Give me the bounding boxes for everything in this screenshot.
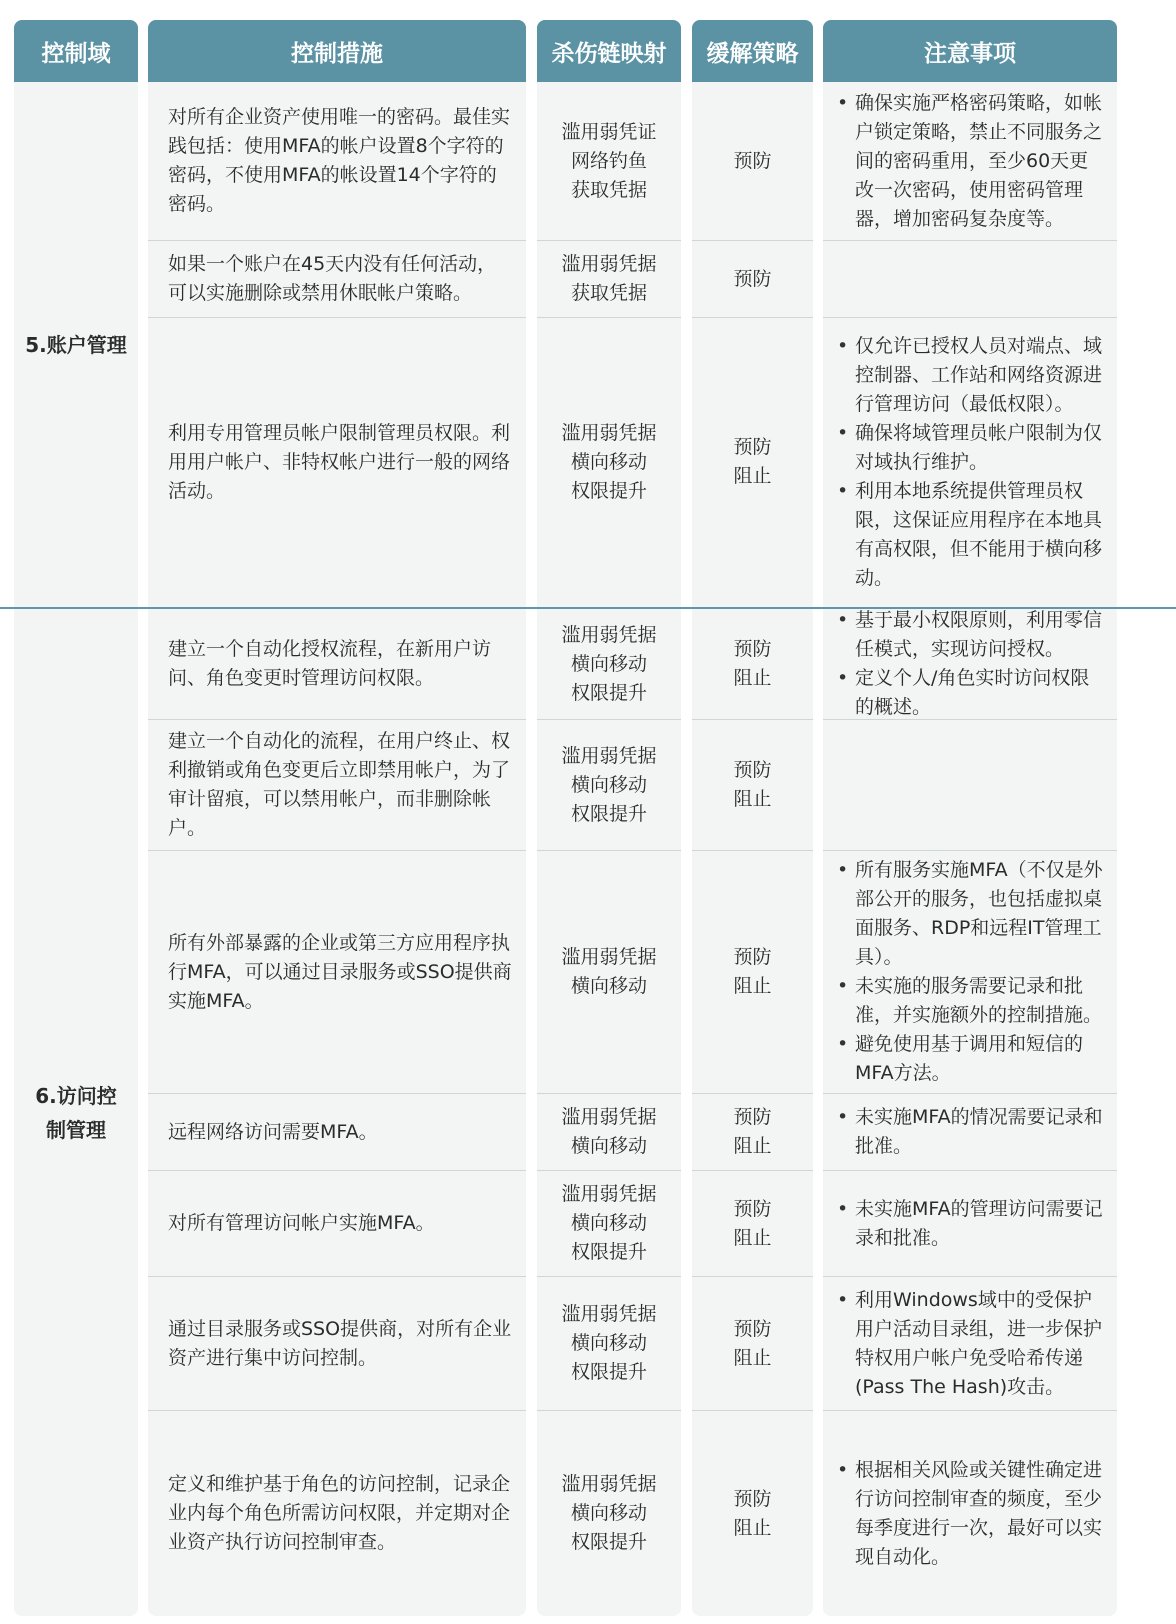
mitigation-cell: 预防 阻止 (733, 1197, 772, 1249)
notes-list (833, 856, 1107, 1088)
mitigation-cell: 预防 阻止 (733, 436, 772, 487)
mitigation-cell: 预防 阻止 (733, 946, 772, 997)
killchain-cell: 滥用弱凭据 横向移动 权限提升 (561, 1183, 657, 1263)
notes-cell (823, 609, 1117, 719)
note-item: • 定义个人/角色实时访问权限的概述。 (833, 664, 1107, 722)
killchain-cell: 滥用弱凭据 横向移动 权限提升 (561, 421, 657, 502)
notes-list (833, 1195, 1107, 1253)
mitigation-cell: 预防 阻止 (733, 638, 772, 689)
column-notes (823, 20, 1117, 1616)
killchain-cell: 滥用弱凭据 横向移动 权限提升 (561, 1303, 657, 1383)
note-item: • 根据相关风险或关键性确定进行访问控制审查的频度，至少每季度进行一次，最好可以实现自动化。 (833, 1456, 1107, 1572)
killchain-cell: 滥用弱凭据 横向移动 权限提升 (561, 623, 657, 704)
note-item: • 避免使用基于调用和短信的MFA方法。 (833, 1030, 1107, 1088)
killchain-cell: 滥用弱凭据 横向移动 (561, 946, 657, 997)
notes-cell (823, 318, 1117, 606)
killchain-cell: 滥用弱凭证 网络钓鱼 获取凭据 (561, 120, 657, 201)
column-measure (148, 20, 526, 1616)
mitigation-cell: 预防 阻止 (733, 1106, 772, 1157)
header-measure: 控制措施 (148, 20, 526, 82)
note-item: • 未实施MFA的情况需要记录和批准。 (833, 1103, 1107, 1161)
mitigation-cell: 预防 (733, 149, 772, 172)
measure-cell: 利用专用管理员帐户限制管理员权限。利用用户帐户、非特权帐户进行一般的网络活动。 (168, 421, 511, 502)
notes-list (833, 606, 1107, 722)
note-item: • 确保实施严格密码策略，如帐户锁定策略，禁止不同服务之间的密码重用，至少60天更改一次密码，使用密码管理器，增加密码复杂度等。 (833, 89, 1107, 234)
header-mitigation: 缓解策略 (692, 20, 813, 82)
notes-cell (823, 1094, 1117, 1170)
notes-cell (823, 1277, 1117, 1410)
killchain-cell: 滥用弱凭据 横向移动 权限提升 (561, 1473, 657, 1553)
domain-label: 5.账户管理 (25, 332, 127, 357)
notes-cell (823, 82, 1117, 240)
domain-cell-access (14, 609, 138, 1616)
section-divider (0, 607, 1176, 609)
note-item: • 利用本地系统提供管理员权限，这保证应用程序在本地具有高权限，但不能用于横向移动。 (833, 477, 1107, 593)
header-domain: 控制域 (14, 20, 138, 82)
mitigation-cell: 预防 (733, 267, 772, 290)
measure-cell: 建立一个自动化授权流程，在新用户访问、角色变更时管理访问权限。 (168, 638, 492, 689)
killchain-cell: 滥用弱凭据 横向移动 权限提升 (561, 744, 657, 825)
notes-cell (823, 851, 1117, 1093)
column-killchain (537, 20, 681, 1616)
measure-cell: 建立一个自动化的流程，在用户终止、权利撤销或角色变更后立即禁用帐户，为了审计留痕，可以禁用帐户，而非删除帐户。 (168, 730, 511, 839)
notes-cell (823, 241, 1117, 317)
column-domain (14, 20, 138, 1616)
note-item: • 基于最小权限原则，利用零信任模式，实现访问授权。 (833, 606, 1107, 664)
note-item: • 确保将域管理员帐户限制为仅对域执行维护。 (833, 419, 1107, 477)
measure-cell: 如果一个账户在45天内没有任何活动，可以实施删除或禁用休眠帐户策略。 (168, 253, 497, 304)
header-killchain: 杀伤链映射 (537, 20, 681, 82)
measure-cell: 对所有管理访问帐户实施MFA。 (168, 1212, 435, 1234)
note-item: • 仅允许已授权人员对端点、域控制器、工作站和网络资源进行管理访问（最低权限）。 (833, 332, 1107, 419)
domain-label: 6.访问控 制管理 (35, 1083, 117, 1142)
note-item: • 所有服务实施MFA（不仅是外部公开的服务，也包括虚拟桌面服务、RDP和远程IT管理工具）。 (833, 856, 1107, 972)
measure-cell: 定义和维护基于角色的访问控制，记录企业内每个角色所需访问权限，并定期对企业资产执行访问控制审查。 (168, 1473, 511, 1553)
killchain-cell: 滥用弱凭据 获取凭据 (561, 253, 657, 304)
note-item: • 未实施的服务需要记录和批准，并实施额外的控制措施。 (833, 972, 1107, 1030)
measure-cell: 对所有企业资产使用唯一的密码。最佳实践包括：使用MFA的帐户设置8个字符的密码，不使用MFA的帐设置14个字符的密码。 (168, 106, 511, 215)
notes-list (833, 1456, 1107, 1572)
mitigation-cell: 预防 阻止 (733, 1487, 772, 1539)
domain-cell-account (14, 82, 138, 607)
mitigation-cell: 预防 阻止 (733, 1317, 772, 1369)
measure-cell: 所有外部暴露的企业或第三方应用程序执行MFA，可以通过目录服务或SSO提供商实施MFA。 (168, 931, 512, 1012)
notes-cell (823, 1171, 1117, 1276)
mitigation-cell: 预防 阻止 (733, 759, 772, 810)
notes-list (833, 89, 1107, 234)
note-item: • 未实施MFA的管理访问需要记录和批准。 (833, 1195, 1107, 1253)
killchain-cell: 滥用弱凭据 横向移动 (561, 1106, 657, 1157)
notes-list (833, 332, 1107, 593)
header-notes: 注意事项 (823, 20, 1117, 82)
measure-cell: 通过目录服务或SSO提供商，对所有企业资产进行集中访问控制。 (168, 1317, 512, 1369)
notes-cell (823, 1411, 1117, 1616)
notes-list (833, 1286, 1107, 1402)
measure-cell: 远程网络访问需要MFA。 (168, 1120, 378, 1143)
note-item: • 利用Windows域中的受保护用户活动目录组，进一步保护特权用户帐户免受哈希传递(Pass The Hash)攻击。 (833, 1286, 1107, 1402)
notes-cell (823, 720, 1117, 850)
notes-list (833, 1103, 1107, 1161)
column-mitigation (692, 20, 813, 1616)
